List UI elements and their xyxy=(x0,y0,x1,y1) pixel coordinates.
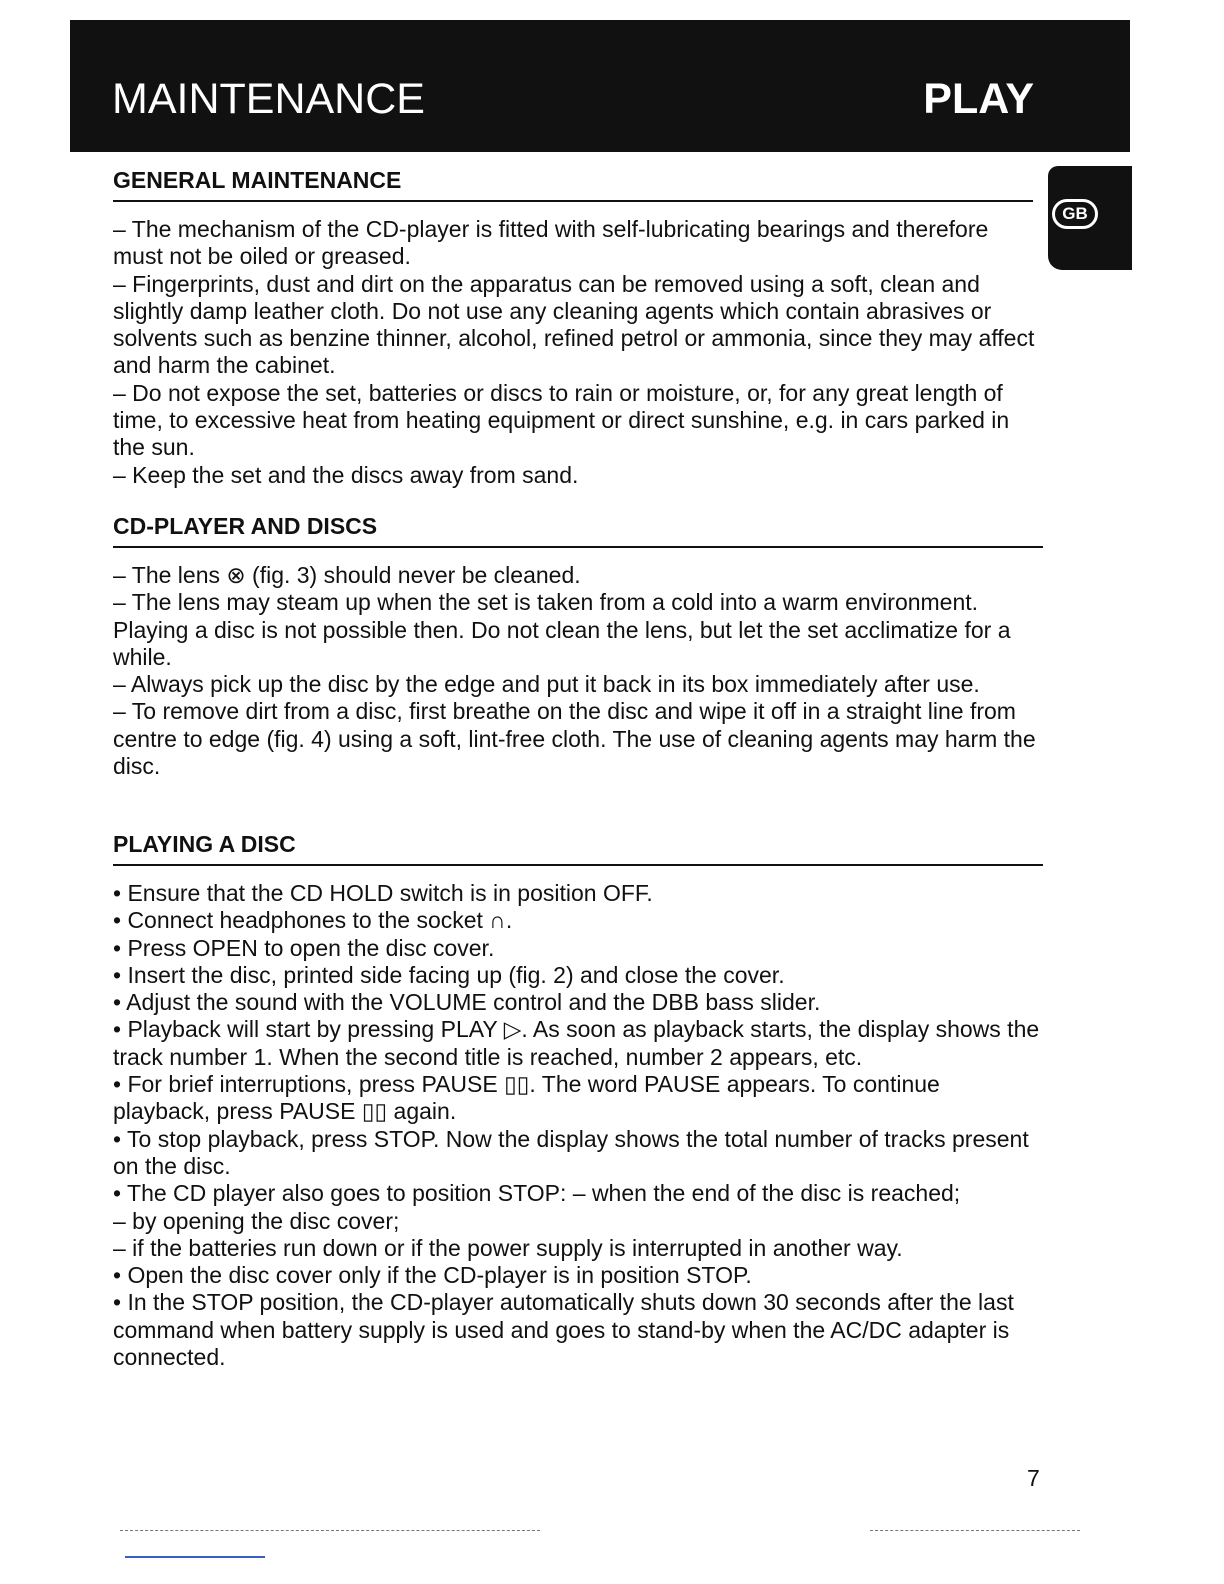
paragraph: – The lens may steam up when the set is taken from a cold into a warm environment. Playing a disc is not possible then. Do not clean the lens, but let the set acclimatize for a while. xyxy=(113,589,1011,670)
language-badge: GB xyxy=(1052,199,1098,229)
playing-a-disc-section xyxy=(113,830,1043,1371)
chapter-title: PLAY xyxy=(923,75,1034,123)
scan-artifact-line xyxy=(120,1530,540,1531)
paragraph: – To remove dirt from a disc, first breathe on the disc and wipe it off in a straight line from centre to edge (fig. 4) using a soft, lint-free cloth. The use of cleaning agents may harm the disc. xyxy=(113,698,1036,780)
scan-artifact-line xyxy=(125,1556,265,1558)
language-tab xyxy=(1048,166,1132,270)
paragraph: – Always pick up the disc by the edge and put it back in its box immediately after use. xyxy=(113,671,980,698)
list-item: • Press OPEN to open the disc cover. xyxy=(113,934,495,961)
list-item: – by opening the disc cover; xyxy=(113,1207,400,1234)
list-item: • In the STOP position, the CD-player automatically shuts down 30 seconds after the last command when battery supply is used and goes to stand-by when the AC/DC adapter is connected. xyxy=(113,1289,1014,1371)
section-heading: CD-PLAYER AND DISCS xyxy=(113,513,378,539)
section-title: MAINTENANCE xyxy=(112,75,425,123)
list-item: • Adjust the sound with the VOLUME control and the DBB bass slider. xyxy=(113,989,821,1016)
general-maintenance-section xyxy=(113,166,1043,489)
page-number: 7 xyxy=(1027,1465,1040,1491)
header-bar xyxy=(70,20,1130,152)
list-item: • To stop playback, press STOP. Now the display shows the total number of tracks present on the disc. xyxy=(113,1125,1029,1179)
list-item: • For brief interruptions, press PAUSE ▯▯. The word PAUSE appears. To continue playback, press PAUSE ▯▯ again. xyxy=(113,1071,940,1125)
paragraph: – The lens ⊗ (fig. 3) should never be cleaned. xyxy=(113,562,581,588)
list-item: • The CD player also goes to position STOP: – when the end of the disc is reached; xyxy=(113,1180,961,1207)
list-item: – if the batteries run down or if the power supply is interrupted in another way. xyxy=(113,1234,903,1261)
section-heading: GENERAL MAINTENANCE xyxy=(113,167,402,193)
paragraph: – Keep the set and the discs away from sand. xyxy=(113,461,579,488)
list-item: • Insert the disc, printed side facing up (fig. 2) and close the cover. xyxy=(113,961,785,988)
list-item: • Open the disc cover only if the CD-player is in position STOP. xyxy=(113,1262,752,1289)
list-item: • Playback will start by pressing PLAY ▷. As soon as playback starts, the display shows the track number 1. When the second title is reached, number 2 appears, etc. xyxy=(113,1016,1040,1070)
paragraph: – Do not expose the set, batteries or discs to rain or moisture, or, for any great length of time, to excessive heat from heating equipment or direct sunshine, e.g. in cars parked in the sun. xyxy=(113,379,1010,461)
heading-rule xyxy=(113,546,1043,548)
scan-artifact-line xyxy=(870,1530,1080,1531)
paragraph: – Fingerprints, dust and dirt on the apparatus can be removed using a soft, clean and slightly damp leather cloth. Do not use any cleaning agents which contain abrasives or solvents such as benzine thinner, alcohol, refined petrol or ammonia, since they may affect and harm the cabinet. xyxy=(113,270,1035,379)
heading-rule xyxy=(113,200,1033,202)
heading-rule xyxy=(113,864,1043,866)
cd-player-and-discs-section xyxy=(113,512,1043,780)
paragraph: – The mechanism of the CD-player is fitted with self-lubricating bearings and therefore must not be oiled or greased. xyxy=(113,216,989,270)
list-item: • Ensure that the CD HOLD switch is in position OFF. xyxy=(113,880,653,906)
section-heading: PLAYING A DISC xyxy=(113,831,296,857)
list-item: • Connect headphones to the socket ∩. xyxy=(113,907,513,934)
